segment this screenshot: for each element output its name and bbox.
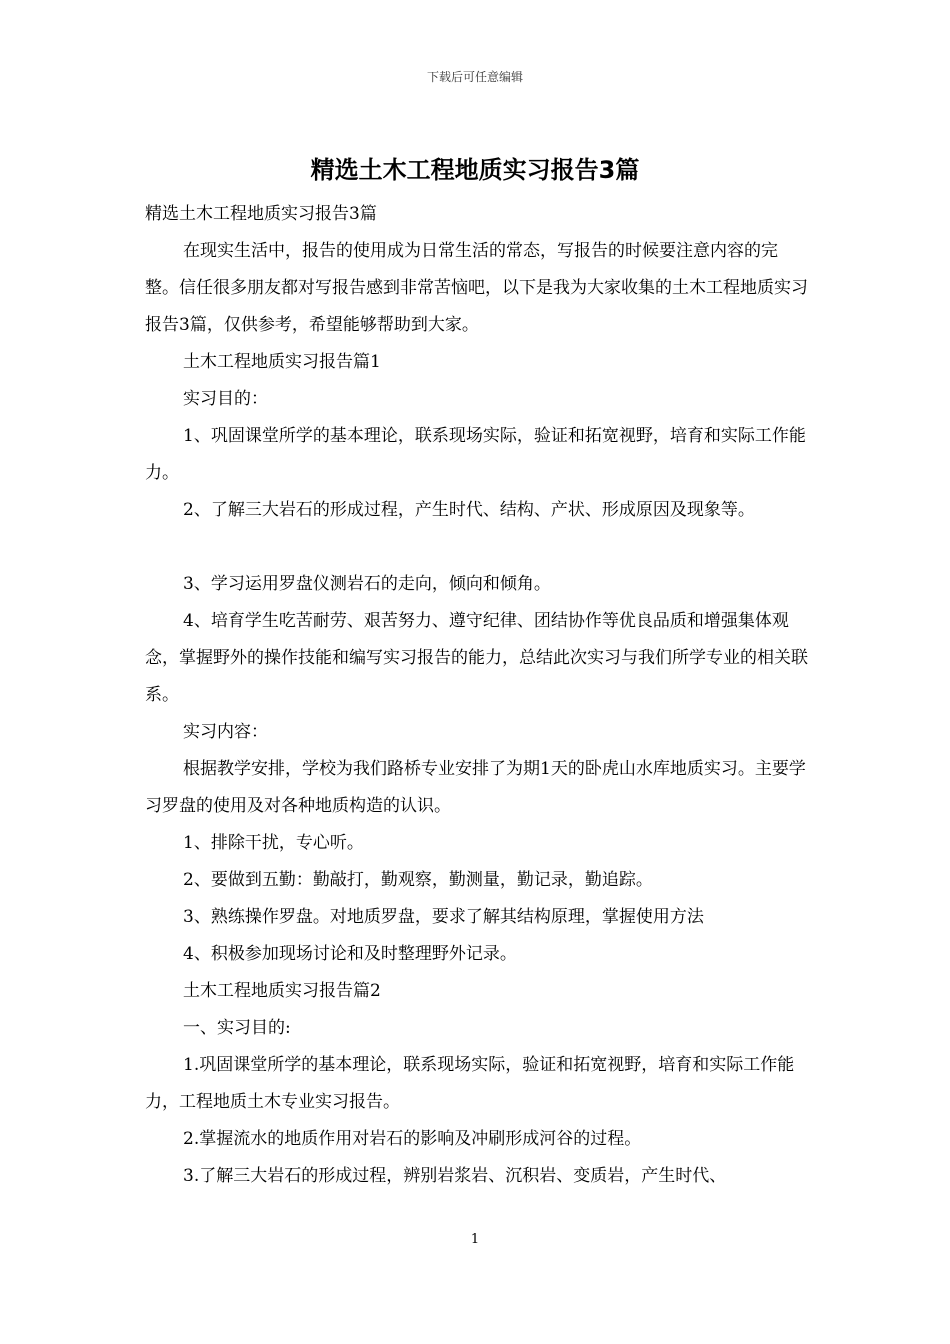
document-body (145, 196, 810, 1195)
list-item: 1、巩固课堂所学的基本理论，联系现场实际，验证和拓宽视野，培育和实际工作能力。 (145, 426, 806, 483)
content-paragraph: 根据教学安排，学校为我们路桥专业安排了为期1天的卧虎山水库地质实习。主要学习罗盘的使用及对各种地质构造的认识。 (145, 759, 806, 816)
list-item: 2.掌握流水的地质作用对岩石的影响及冲刷形成河谷的过程。 (183, 1129, 642, 1149)
list-item: 4、培育学生吃苦耐劳、艰苦努力、遵守纪律、团结协作等优良品质和增强集体观念，掌握野外的操作技能和编写实习报告的能力，总结此次实习与我们所学专业的相关联系。 (145, 611, 808, 705)
section-heading-purpose: 实习目的： (183, 389, 268, 409)
section-heading-content: 实习内容： (183, 722, 268, 742)
section-heading-report-1: 土木工程地质实习报告篇1 (183, 352, 381, 372)
section-heading-report-2: 土木工程地质实习报告篇2 (183, 981, 381, 1001)
blank-line (145, 529, 810, 566)
list-item: 3.了解三大岩石的形成过程，辨别岩浆岩、沉积岩、变质岩，产生时代、 (183, 1166, 727, 1186)
page-number: 1 (470, 1232, 480, 1247)
subtitle-paragraph: 精选土木工程地质实习报告3篇 (145, 204, 377, 224)
list-item: 1、排除干扰，专心听。 (183, 833, 364, 853)
document-title: 精选土木工程地质实习报告3篇 (310, 156, 640, 184)
list-item: 2、要做到五勤：勤敲打，勤观察，勤测量，勤记录，勤追踪。 (183, 870, 653, 890)
list-item: 3、学习运用罗盘仪测岩石的走向，倾向和倾角。 (183, 574, 551, 594)
list-item: 2、了解三大岩石的形成过程，产生时代、结构、产状、形成原因及现象等。 (183, 500, 755, 520)
list-item: 3、熟练操作罗盘。对地质罗盘，要求了解其结构原理，掌握使用方法 (183, 907, 704, 927)
header-note: 下载后可任意编辑 (426, 70, 523, 84)
list-item: 4、积极参加现场讨论和及时整理野外记录。 (183, 944, 517, 964)
intro-paragraph: 在现实生活中，报告的使用成为日常生活的常态，写报告的时候要注意内容的完整。信任很多朋友都对写报告感到非常苦恼吧，以下是我为大家收集的土木工程地质实习报告3篇，仅供参考，希望能够帮助到大家。 (145, 241, 808, 335)
list-item: 1.巩固课堂所学的基本理论，联系现场实际，验证和拓宽视野，培育和实际工作能力，工程地质土木专业实习报告。 (145, 1055, 795, 1112)
section-heading-purpose-2: 一、实习目的: (183, 1018, 291, 1038)
